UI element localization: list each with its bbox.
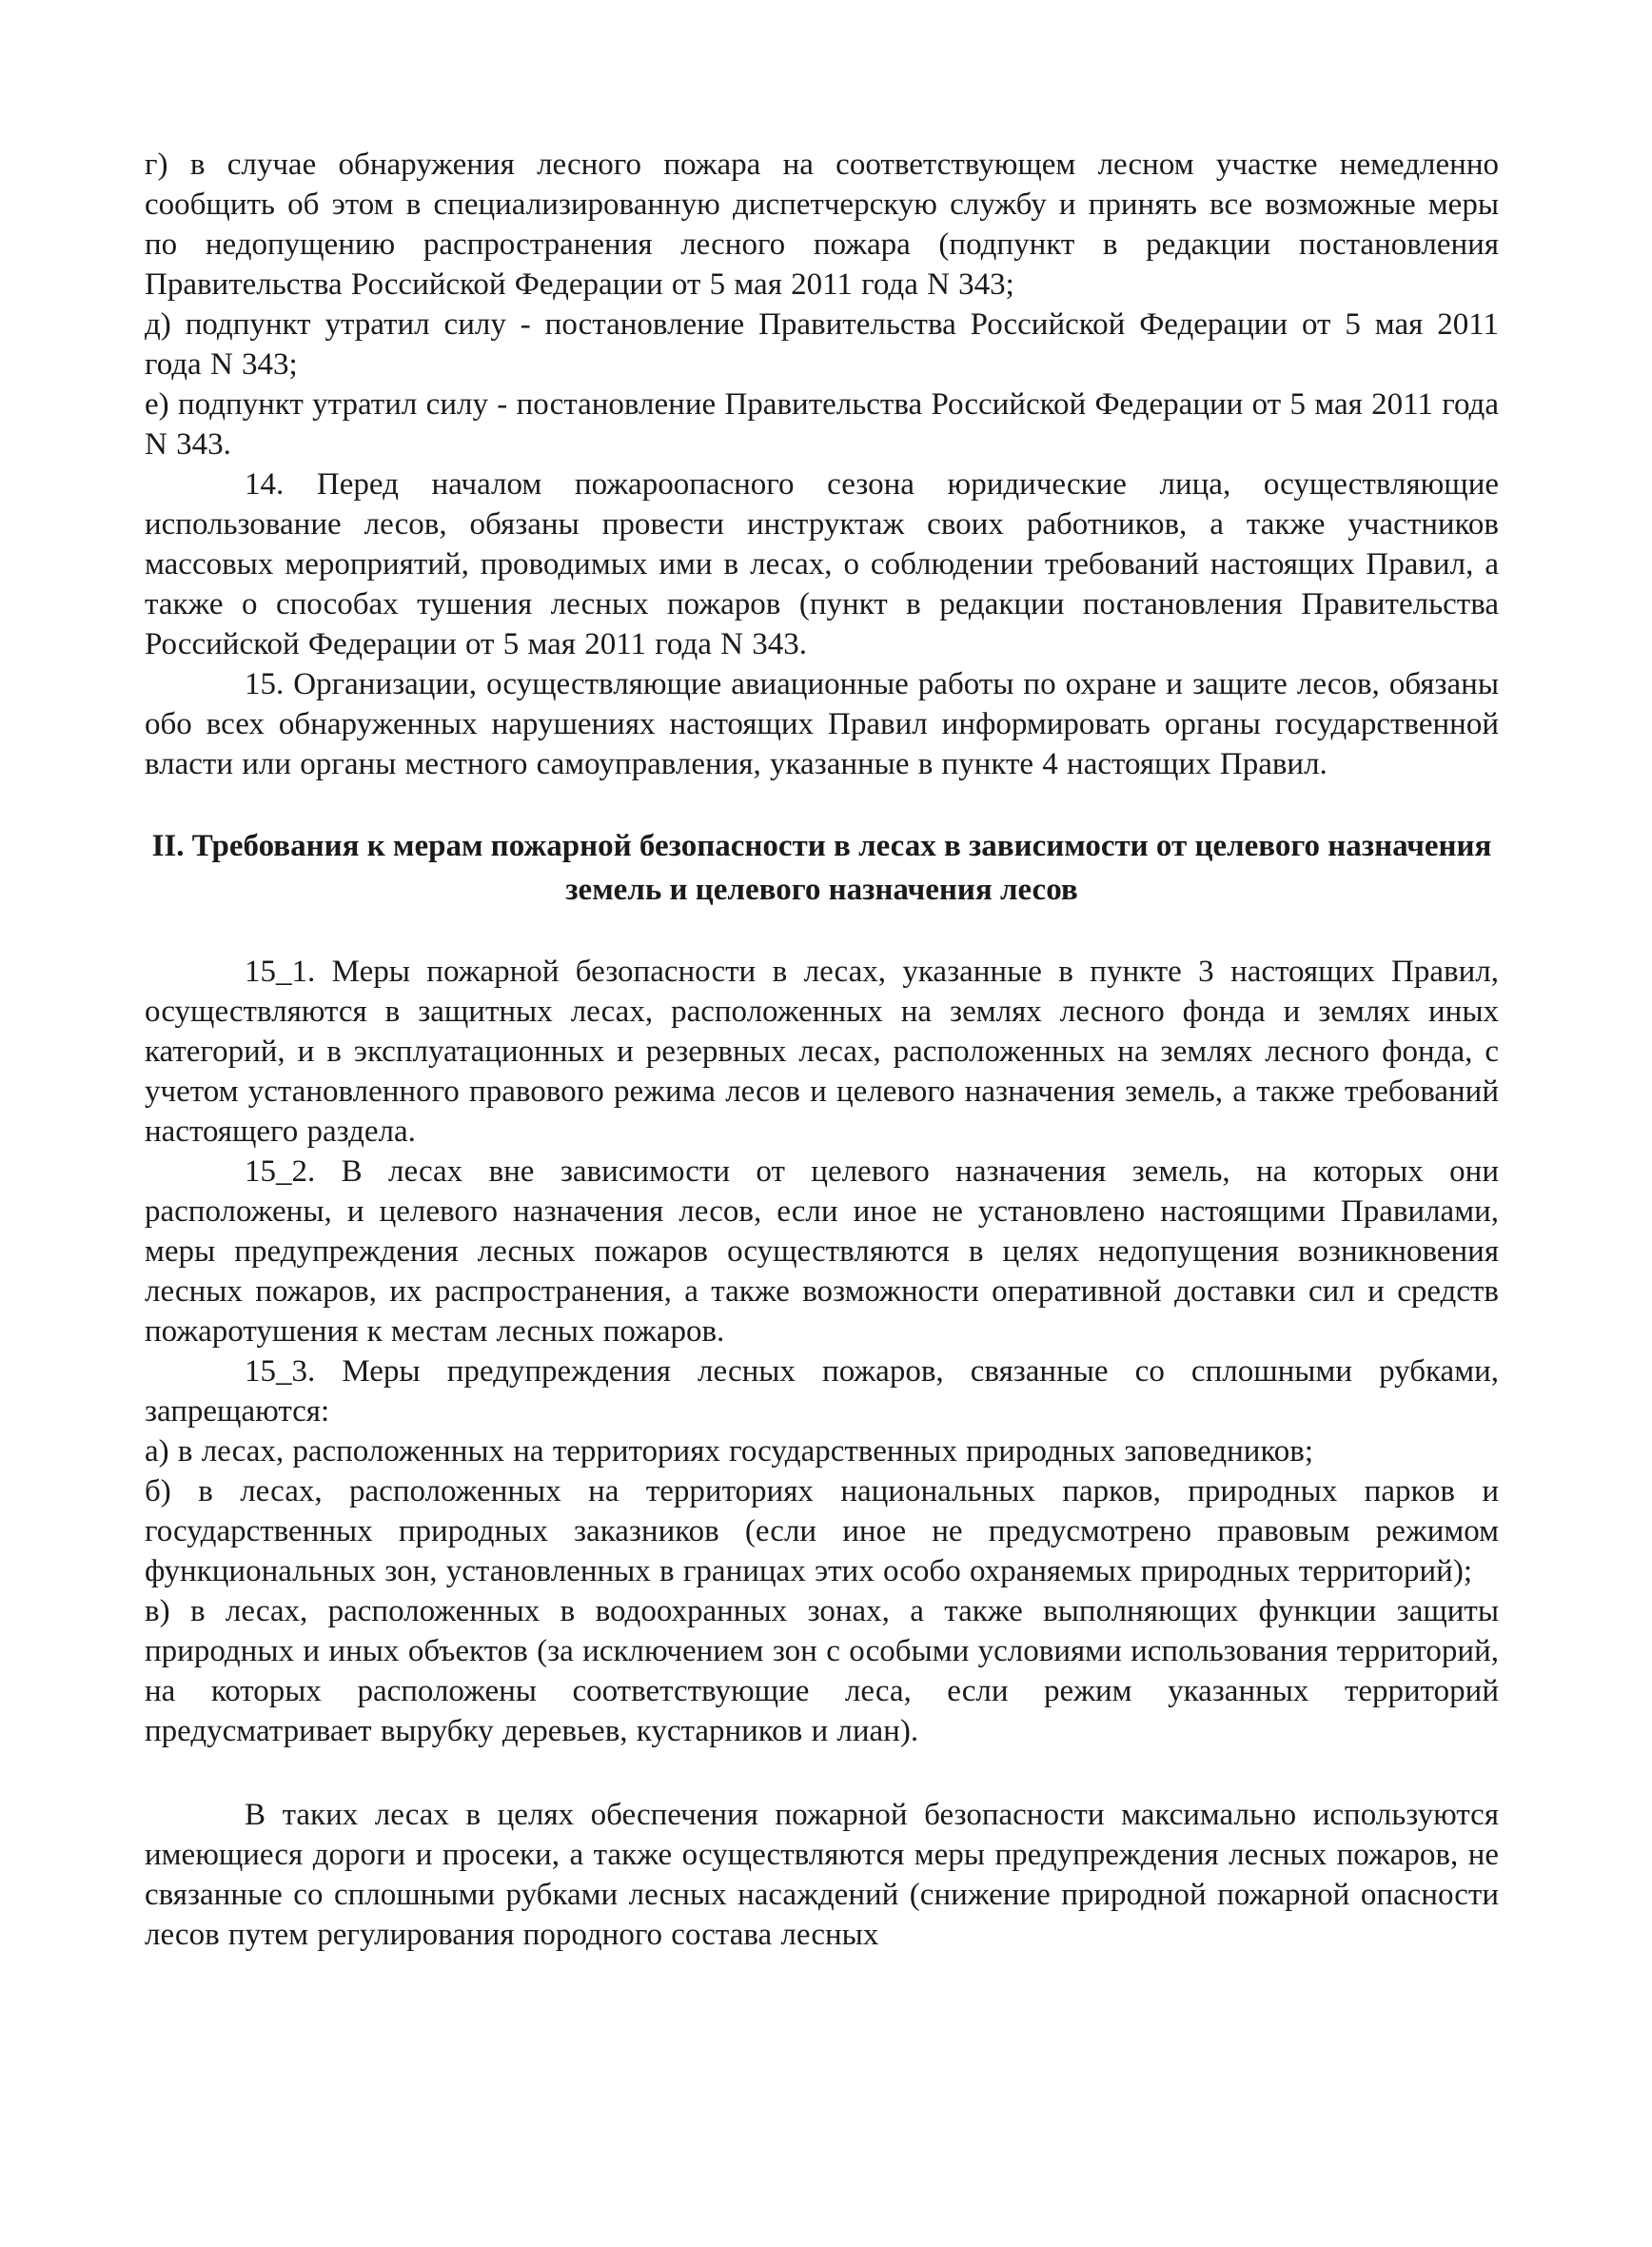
paragraph-point-14: 14. Перед началом пожароопасного сезона юридические лица, осуществляющие использование лесов, обязаны провести инструктаж своих работников, а также участников массовых мероприятий, проводимых ими в лесах, о соблюдении требований настоящих Правил, а также о способах тушения лесных пожаров (пункт в редакции постановления Правительства Российской Федерации от 5 мая 2011 года N 343. — [145, 467, 1499, 661]
paragraph-point-15: 15. Организации, осуществляющие авиационные работы по охране и защите лесов, обязаны обо всех обнаруженных нарушениях настоящих Правил информировать органы государственной власти или органы местного самоуправления, указанные в пункте 4 настоящих Правил. — [145, 667, 1499, 781]
paragraph-point-15-1: 15_1. Меры пожарной безопасности в лесах, указанные в пункте 3 настоящих Правил, осуществляются в защитных лесах, расположенных на землях лесного фонда и землях иных категорий, и в эксплуатационных и резервных лесах, расположенных на землях лесного фонда, с учетом установленного правового режима лесов и целевого назначения земель, а также требований настоящего раздела. — [145, 955, 1499, 1149]
paragraph-subitem-v: в) в лесах, расположенных в водоохранных зонах, а также выполняющих функции защиты природных и иных объектов (за исключением зон с особыми условиями использования территорий, на которых расположены соответствующие леса, если режим указанных территорий предусматривает вырубку деревьев, кустарников и лиан). — [145, 1594, 1499, 1748]
paragraph-subitem-d: д) подпункт утратил силу - постановление Правительства Российской Федерации от 5 мая 2011 года N 343; — [145, 307, 1499, 382]
document-text-block — [145, 145, 1499, 1955]
paragraph-point-15-3: 15_3. Меры предупреждения лесных пожаров, связанные со сплошными рубками, запрещаются: — [145, 1354, 1499, 1429]
paragraph-subitem-b: б) в лесах, расположенных на территориях национальных парков, природных парков и государственных природных заказников (если иное не предусмотрено правовым режимом функциональных зон, установленных в границах этих особо охраняемых природных территорий); — [145, 1474, 1499, 1588]
paragraph-closing: В таких лесах в целях обеспечения пожарной безопасности максимально используются имеющиеся дороги и просеки, а также осуществляются меры предупреждения лесных пожаров, не связанные со сплошными рубками лесных насаждений (снижение природной пожарной опасности лесов путем регулирования породного состава лесных — [145, 1798, 1499, 1952]
paragraph-subitem-e: е) подпункт утратил силу - постановление Правительства Российской Федерации от 5 мая 2011 года N 343. — [145, 387, 1499, 462]
paragraph-subitem-g: г) в случае обнаружения лесного пожара на соответствующем лесном участке немедленно сообщить об этом в специализированную диспетчерскую службу и принять все возможные меры по недопущению распространения лесного пожара (подпункт в редакции постановления Правительства Российской Федерации от 5 мая 2011 года N 343; — [145, 148, 1499, 302]
paragraph-point-15-2: 15_2. В лесах вне зависимости от целевого назначения земель, на которых они расположены, и целевого назначения лесов, если иное не установлено настоящими Правилами, меры предупреждения лесных пожаров осуществляются в целях недопущения возникновения лесных пожаров, их распространения, а также возможности оперативной доставки сил и средств пожаротушения к местам лесных пожаров. — [145, 1154, 1499, 1349]
section-ii-heading: II. Требования к мерам пожарной безопасности в лесах в зависимости от целевого назначения земель и целевого назначения лесов — [151, 829, 1492, 907]
paragraph-subitem-a: а) в лесах, расположенных на территориях государственных природных заповедников; — [145, 1434, 1314, 1468]
